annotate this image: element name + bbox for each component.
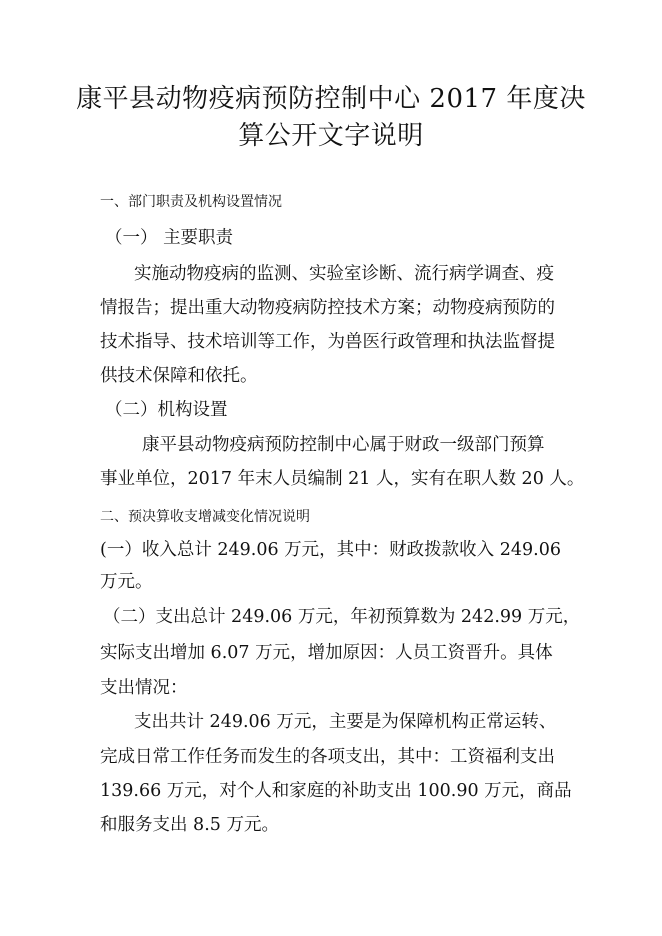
section-1-heading: 一、部门职责及机构设置情况: [100, 194, 282, 210]
section-1-sub-1-heading: （一） 主要职责: [105, 228, 234, 248]
duties-line-2: 情报告；提出重大动物疫病防控技术方案；动物疫病预防的: [100, 298, 555, 318]
detail-line-3: 139.66 万元，对个人和家庭的补助支出 100.90 万元，商品: [100, 781, 572, 801]
org-line-2: 事业单位，2017 年末人员编制 21 人，实有在职人数 20 人。: [100, 469, 585, 489]
document-title-line-1: 康平县动物疫病预防控制中心 2017 年度决: [76, 84, 586, 114]
org-line-1: 康平县动物疫病预防控制中心属于财政一级部门预算: [142, 435, 545, 455]
duties-line-3: 技术指导、技术培训等工作，为兽医行政管理和执法监督提: [100, 332, 555, 352]
duties-line-1: 实施动物疫病的监测、实验室诊断、流行病学调查、疫: [134, 264, 554, 284]
expense-line-3: 支出情况：: [100, 678, 188, 698]
expense-line-1: （二）支出总计 249.06 万元，年初预算数为 242.99 万元，: [103, 607, 581, 627]
detail-line-4: 和服务支出 8.5 万元。: [100, 815, 279, 835]
detail-line-1: 支出共计 249.06 万元，主要是为保障机构正常运转、: [134, 712, 557, 732]
document-title-line-2: 算公开文字说明: [238, 121, 424, 151]
duties-line-4: 供技术保障和依托。: [100, 366, 258, 386]
section-2-heading: 二、预决算收支增减变化情况说明: [100, 509, 310, 525]
income-line-2: 万元。: [100, 572, 153, 592]
detail-line-2: 完成日常工作任务而发生的各项支出，其中：工资福利支出: [100, 747, 555, 767]
income-line-1: (一）收入总计 249.06 万元，其中：财政拨款收入 249.06: [100, 540, 561, 560]
section-1-sub-2-heading: （二）机构设置: [105, 400, 228, 420]
expense-line-2: 实际支出增加 6.07 万元，增加原因：人员工资晋升。具体: [100, 643, 553, 663]
